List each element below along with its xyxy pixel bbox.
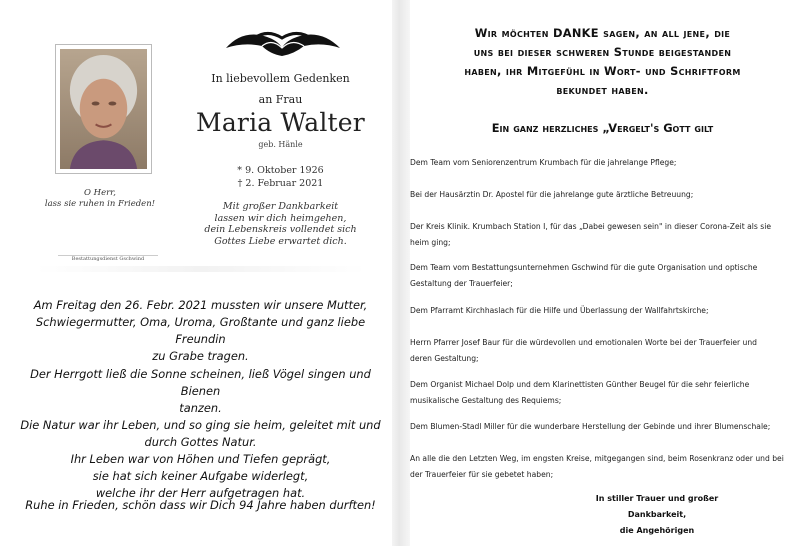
thanks-heading	[420, 24, 785, 100]
message-line: Die Natur war ihr Leben, und so ging sie heim, geleitet mit und	[20, 418, 381, 432]
message-paragraph-2	[18, 366, 383, 502]
ack-line: heim ging;	[410, 238, 451, 247]
ack-line: An alle die den Letzten Weg, im engsten Kreise, mitgegangen sind, beim Rosenkranz oder und bei	[410, 454, 784, 463]
verse-line: lass sie ruhen in Frieden!	[44, 199, 156, 209]
signature	[573, 491, 741, 539]
birth-date: * 9. Oktober 1926	[237, 165, 324, 176]
maiden-name: geb. Hänle	[258, 140, 303, 149]
message-line: Der Herrgott ließ die Sonne scheinen, ließ Vögel singen und Bienen	[30, 367, 371, 398]
signature-line: In stiller Trauer und großer Dankbarkeit,	[595, 494, 719, 519]
message-line: zu Grabe tragen.	[152, 349, 249, 363]
heading-line: uns bei dieser schweren Stunde beigestanden	[473, 45, 732, 59]
message-paragraph-1	[18, 297, 383, 365]
message-line: Schwiegermutter, Oma, Uroma, Großtante und ganz liebe Freundin	[35, 315, 366, 346]
message-line: welche ihr der Herr aufgetragen hat.	[95, 486, 306, 500]
acknowledgement-item	[410, 451, 786, 483]
ack-line: Dem Blumen-Stadl Miller für die wunderbare Herstellung der Gebinde und ihrer Blumenschale;	[410, 422, 771, 431]
message-line: sie hat sich keiner Aufgabe widerlegt,	[92, 469, 309, 483]
ack-line: Dem Team vom Seniorenzentrum Krumbach für die jahrelange Pflege;	[410, 158, 677, 167]
acknowledgement-item	[410, 155, 786, 171]
ack-line: Herrn Pfarrer Josef Baur für die würdevollen und emotionalen Worte bei der Trauerfeier und	[410, 338, 757, 347]
ack-line: Der Kreis Klinik. Krumbach Station I, für das „Dabei gewesen sein" in dieser Corona-Zeit als sie	[410, 222, 771, 231]
acknowledgement-item	[410, 303, 786, 319]
acknowledgement-item	[410, 219, 786, 251]
message-line: Ihr Leben war von Höhen und Tiefen geprägt,	[70, 452, 331, 466]
ack-line: Bei der Hausärztin Dr. Apostel für die jahrelange gute ärztliche Betreuung;	[410, 190, 694, 199]
verse-line: Gottes Liebe erwartet dich.	[214, 235, 347, 247]
scan-band	[36, 266, 366, 272]
heading-line: bekundet haben.	[556, 83, 649, 97]
acknowledgement-item	[410, 419, 786, 435]
undertaker-credit: Bestattungsdienst Gschwind	[71, 256, 145, 262]
verse-line: dein Lebenskreis vollendet sich	[204, 224, 357, 235]
verse-right	[188, 201, 373, 247]
verse-line: Mit großer Dankbarkeit	[222, 201, 339, 212]
portrait-photo	[55, 44, 152, 174]
verse-left	[40, 188, 160, 210]
ack-line: Dem Organist Michael Dolp und dem Klarinettisten Günther Beugel für die sehr feierliche	[410, 380, 750, 389]
acknowledgement-item	[410, 187, 786, 203]
ack-line: Dem Team vom Bestattungsunternehmen Gschwind für die gute Organisation und optische	[410, 263, 758, 272]
ack-line: der Trauerfeier für sie gebetet haben;	[410, 470, 554, 479]
message-line: Am Freitag den 26. Febr. 2021 mussten wir unsere Mutter,	[33, 298, 368, 312]
page-fold	[392, 0, 410, 546]
acknowledgement-item	[410, 335, 786, 367]
ack-line: Dem Pfarramt Kirchhaslach für die Hilfe und Überlassung der Wallfahrtskirche;	[410, 306, 709, 315]
ack-line: musikalische Gestaltung des Requiems;	[410, 396, 562, 405]
heading-line: haben, ihr Mitgefühl in Wort- und Schriftform	[464, 64, 741, 78]
verse-line: O Herr,	[83, 188, 116, 198]
praying-hands-icon	[222, 20, 344, 65]
acknowledgement-item	[410, 377, 786, 409]
intro-line-1: In liebevollem Gedenken	[211, 72, 350, 85]
message-line: tanzen.	[179, 401, 222, 415]
ack-line: Gestaltung der Trauerfeier;	[410, 279, 513, 288]
intro-line-2: an Frau	[258, 93, 303, 106]
death-date: † 2. Februar 2021	[237, 178, 324, 189]
message-line: durch Gottes Natur.	[144, 435, 257, 449]
message-closing: Ruhe in Frieden, schön dass wir Dich 94 Jahre haben durften!	[25, 498, 376, 512]
ack-line: deren Gestaltung;	[410, 354, 479, 363]
thanks-subheading: Ein ganz herzliches „Vergelt's Gott gilt	[491, 121, 714, 135]
deceased-name: Maria Walter	[196, 108, 365, 137]
signature-line: die Angehörigen	[619, 526, 695, 535]
acknowledgement-item	[410, 260, 786, 292]
verse-line: lassen wir dich heimgehen,	[214, 212, 347, 224]
heading-line: Wir möchten DANKE sagen, an all jene, die	[474, 26, 731, 40]
